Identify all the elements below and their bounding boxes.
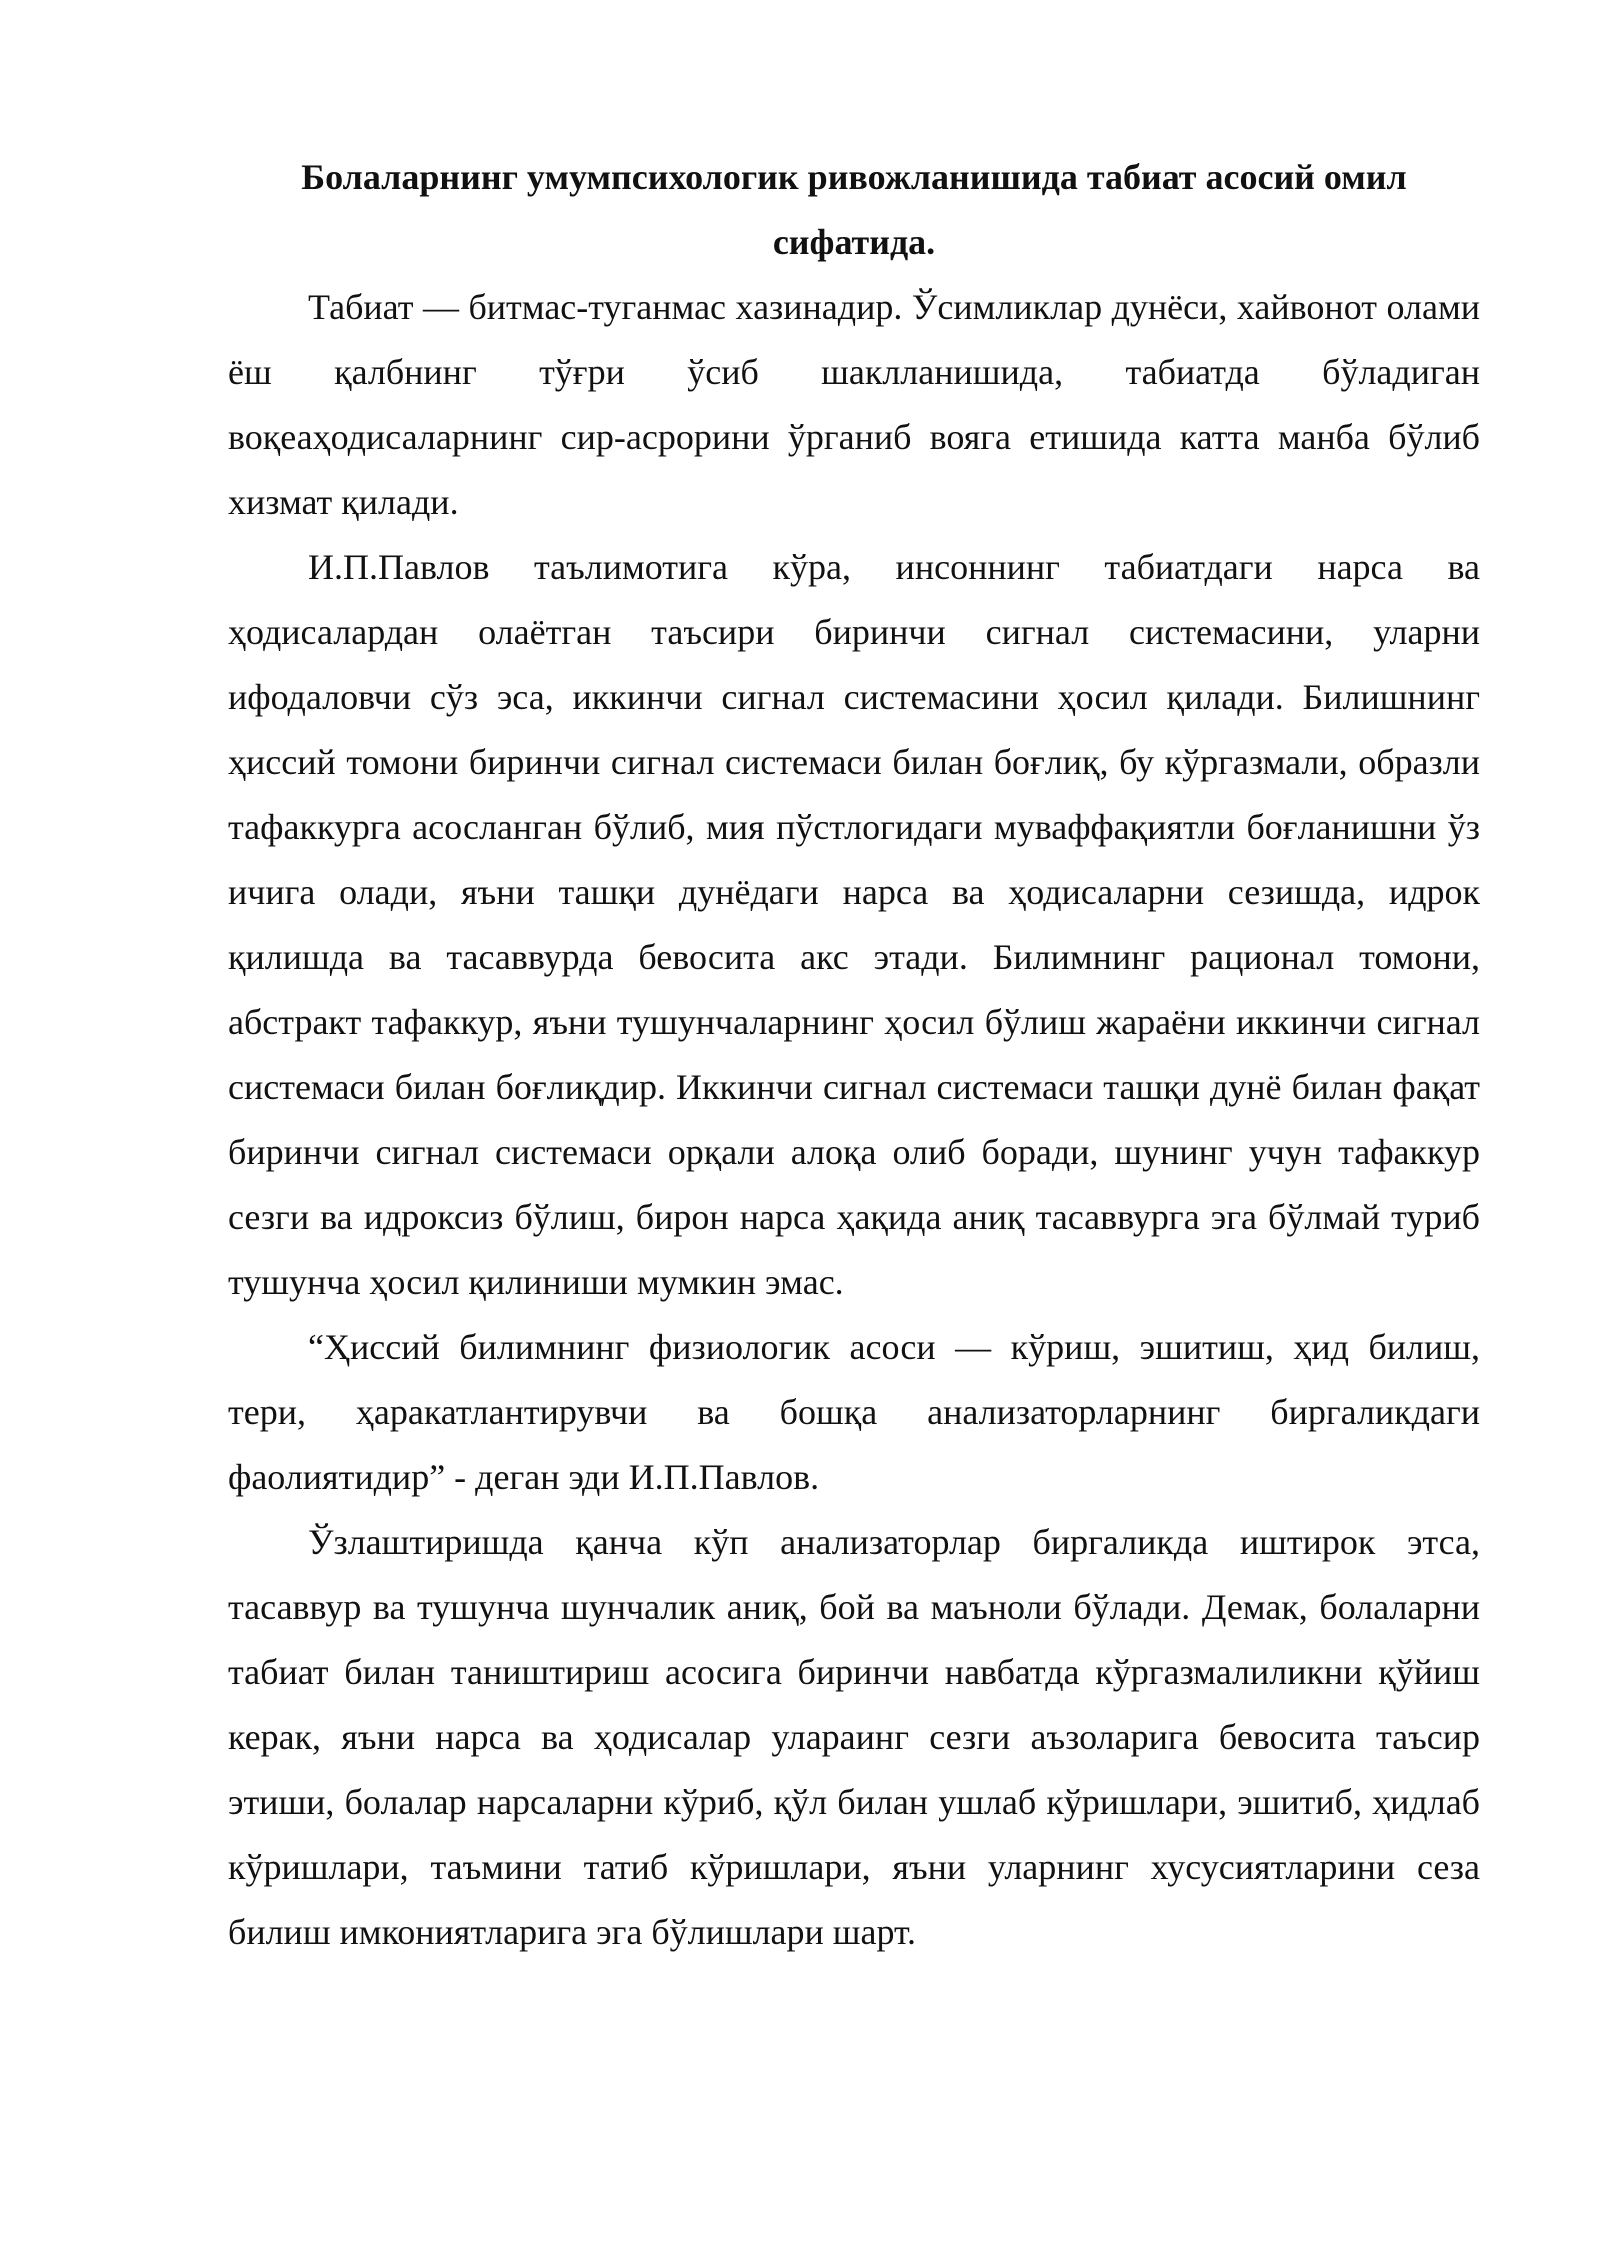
document-body: [228, 145, 1480, 1965]
paragraph-1: Табиат — битмас-туганмас хазинадир. Ўсимликлар дунёси, хайвонот олами ёш қалбнинг тўғри ўсиб шаклланишида, табиатда бўладиган воқеаҳодисаларнинг сир-асрорини ўрганиб вояга етишида катта манба бўлиб хизмат қилади.: [228, 287, 1480, 522]
paragraph-4: Ўзлаштиришда қанча кўп анализаторлар биргаликда иштирок этса, тасаввур ва тушунча шунчалик аниқ, бой ва маъноли бўлади. Демак, болаларни табиат билан таништириш асосига биринчи навбатда кўргазмалиликни қўйиш керак, яъни нарса ва ҳодисалар улараинг сезги аъзоларига бевосита таъсир этиши, болалар нарсаларни кўриб, қўл билан ушлаб кўришлари, эшитиб, ҳидлаб кўришлари, таъмини татиб кўришлари, яъни уларнинг хусусиятларини сеза билиш имкониятларига эга бўлишлари шарт.: [228, 1522, 1480, 1952]
document-title: Болаларнинг умумпсихологик ривожланишида табиат асосий омил сифатида.: [301, 157, 1407, 262]
paragraph-2: И.П.Павлов таълимотига кўра, инсоннинг табиатдаги нарса ва ҳодисалардан олаётган таъсири биринчи сигнал системасини, уларни ифодаловчи сўз эса, иккинчи сигнал системасини ҳосил қилади. Билишнинг ҳиссий томони биринчи сигнал системаси билан боғлиқ, бу кўргазмали, образли тафаккурга асосланган бўлиб, мия пўстлогидаги муваффақиятли боғланишни ўз ичига олади, яъни ташқи дунёдаги нарса ва ҳодисаларни сезишда, идрок қилишда ва тасаввурда бевосита акс этади. Билимнинг рационал томони, абстракт тафаккур, яъни тушунчаларнинг ҳосил бўлиш жараёни иккинчи сигнал системаси билан боғлиқдир. Иккинчи сигнал системаси ташқи дунё билан фақат биринчи сигнал системаси орқали алоқа олиб боради, шунинг учун тафаккур сезги ва идроксиз бўлиш, бирон нарса ҳақида аниқ тасаввурга эга бўлмай туриб тушунча ҳосил қилиниши мумкин эмас.: [228, 547, 1480, 1302]
paragraph-3: “Ҳиссий билимнинг физиологик асоси — кўриш, эшитиш, ҳид билиш, тери, ҳаракатлантирувчи ва бошқа анализаторларнинг биргаликдаги фаолиятидир” - деган эди И.П.Павлов.: [228, 1327, 1480, 1497]
